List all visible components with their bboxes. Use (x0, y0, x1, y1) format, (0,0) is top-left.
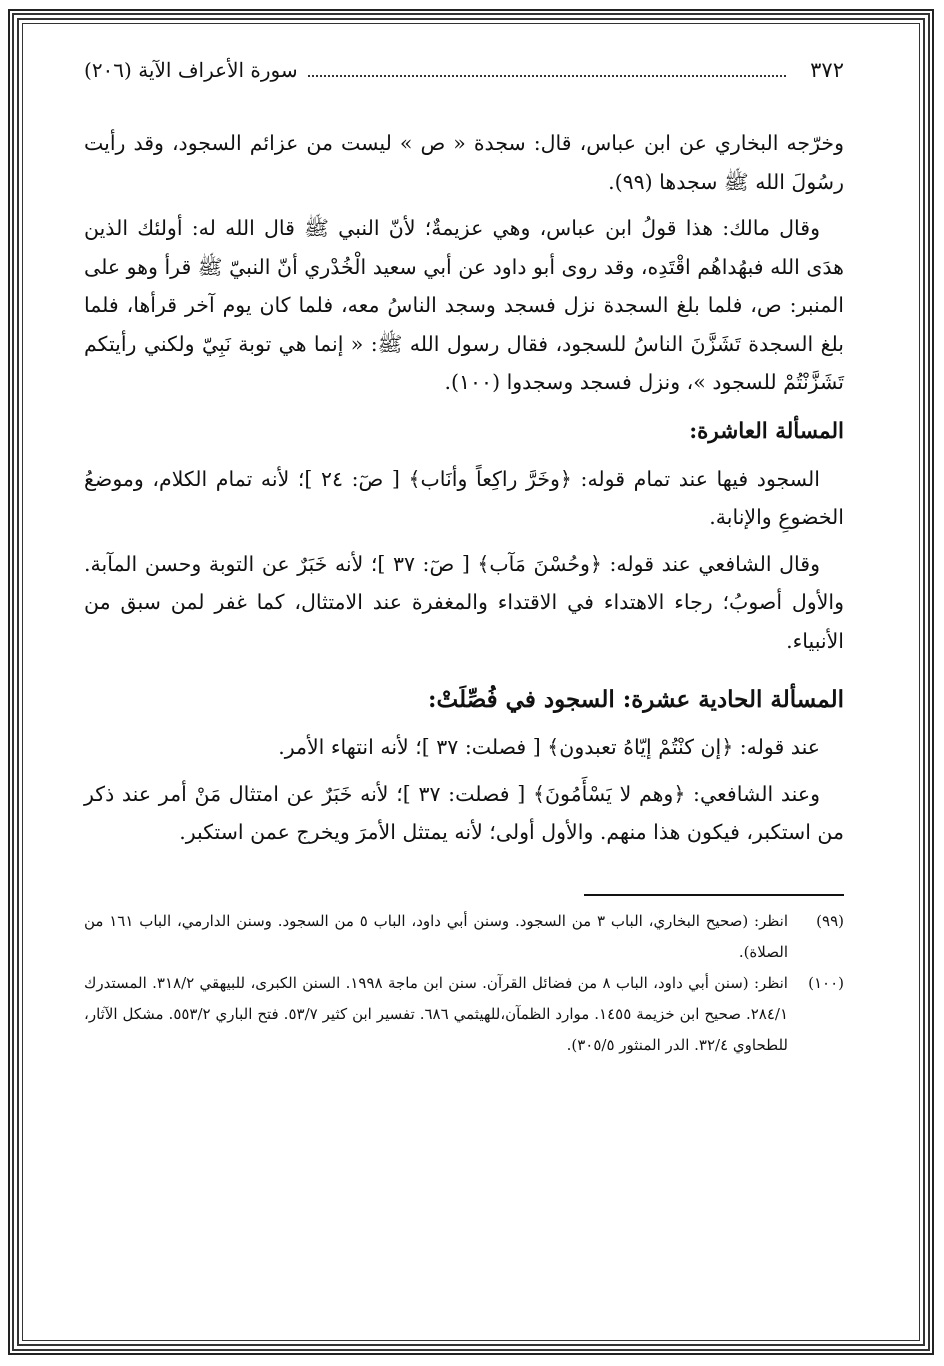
surah-title: سورة الأعراف الآية (٢٠٦) (84, 58, 298, 82)
page-number: ٣٧٢ (810, 58, 844, 82)
book-page (84, 58, 844, 1061)
paragraph-shafii-sad: وقال الشافعي عند قوله: ﴿وحُسْنَ مَآب﴾ [ صٓ: ٣٧ ]؛ لأنه خَبَرٌ عن التوبة وحسن المآبة. والأول أصوبُ؛ رجاء الاهتداء في الاقتداء والمغفرة عند الامتثال، كما غفر لمن سبق من الأنبياء. (84, 551, 844, 653)
footnote-99 (84, 906, 844, 968)
footnote-text: انظر: (صحيح البخاري، الباب ٣ من السجود. وسنن أبي داود، الباب ٥ من السجود. وسنن الدارمي، الباب ١٦١ من الصلاة). (84, 911, 788, 961)
paragraph-sujood-sad: السجود فيها عند تمام قوله: ﴿وخَرَّ راكِعاً وأنَاب﴾ [ صٓ: ٢٤ ]؛ لأنه تمام الكلام، وموضعُ الخضوعِ والإنابة. (84, 466, 844, 529)
footnote-separator (584, 894, 844, 896)
paragraph-fussilat: عند قوله: ﴿إن كنْتُمْ إيّاهُ تعبدون﴾ [ فصلت: ٣٧ ]؛ لأنه انتهاء الأمر. (278, 735, 820, 759)
paragraph-shafii-fussilat: وعند الشافعي: ﴿وهم لا يَسْأَمُونَ﴾ [ فصلت: ٣٧ ]؛ لأنه خَبَرٌ عن امتثال مَنْ أمر عند ذكر من استكبر، فيكون هذا منهم. والأول أولى؛ لأنه يمتثل الأمرَ ويخرج عمن استكبر. (84, 781, 844, 844)
header-dot-leader (308, 59, 787, 77)
footnote-text: انظر: (سنن أبي داود، الباب ٨ من فضائل القرآن. سنن ابن ماجة ١٩٩٨. السنن الكبرى، للبيهقي ٣١٨/٢. المستدرك ٢٨٤/١. صحيح ابن خزيمة ١٤٥٥. موارد الظمآن،للهيثمي ٦٨٦. تفسير ابن كثير ٥٣/٧. فتح الباري ٥٥٣/٢. مشكل الآثار، للطحاوي ٣٢/٤. الدر المنثور ٣٠٥/٥). (84, 973, 788, 1054)
paragraph-malik: وقال مالك: هذا قولُ ابن عباس، وهي عزيمةٌ؛ لأنّ النبي ﷺ قال الله له: أولئك الذين هدَى الله فبهُداهُم اقْتَدِه، وقد روى أبو داود عن أبي سعيد الْخُدْري أنّ النبيّ ﷺ قرأ وهو على المنبر: ص، فلما بلغ السجدة نزل فسجد وسجد الناسُ معه، فلما كان يوم آخر قرأها، فلما بلغ السجدة تَشَزَّنَ الناسُ للسجود، فقال رسول الله ﷺ: « إنما هي توبة نَبِيّ ولكني رأيتكم تَشَزَّنْتُمْ للسجود »، ونزل فسجد وسجدوا (١٠٠). (84, 216, 844, 394)
paragraph-bukhari: وخرّجه البخاري عن ابن عباس، قال: سجدة « ص » ليست من عزائم السجود، وقد رأيت رسُولَ الله ﷺ سجدها (٩٩). (84, 131, 844, 194)
footnote-number: (١٠٠) (808, 973, 844, 992)
footnote-number: (٩٩) (816, 911, 844, 930)
section-heading-tenth: المسألة العاشرة: (689, 418, 844, 444)
running-header (84, 58, 844, 102)
section-heading-eleventh: المسألة الحادية عشرة: السجود في فُصِّلَتْ: (428, 686, 844, 713)
footnote-100 (84, 968, 844, 1061)
page-body (84, 124, 844, 852)
